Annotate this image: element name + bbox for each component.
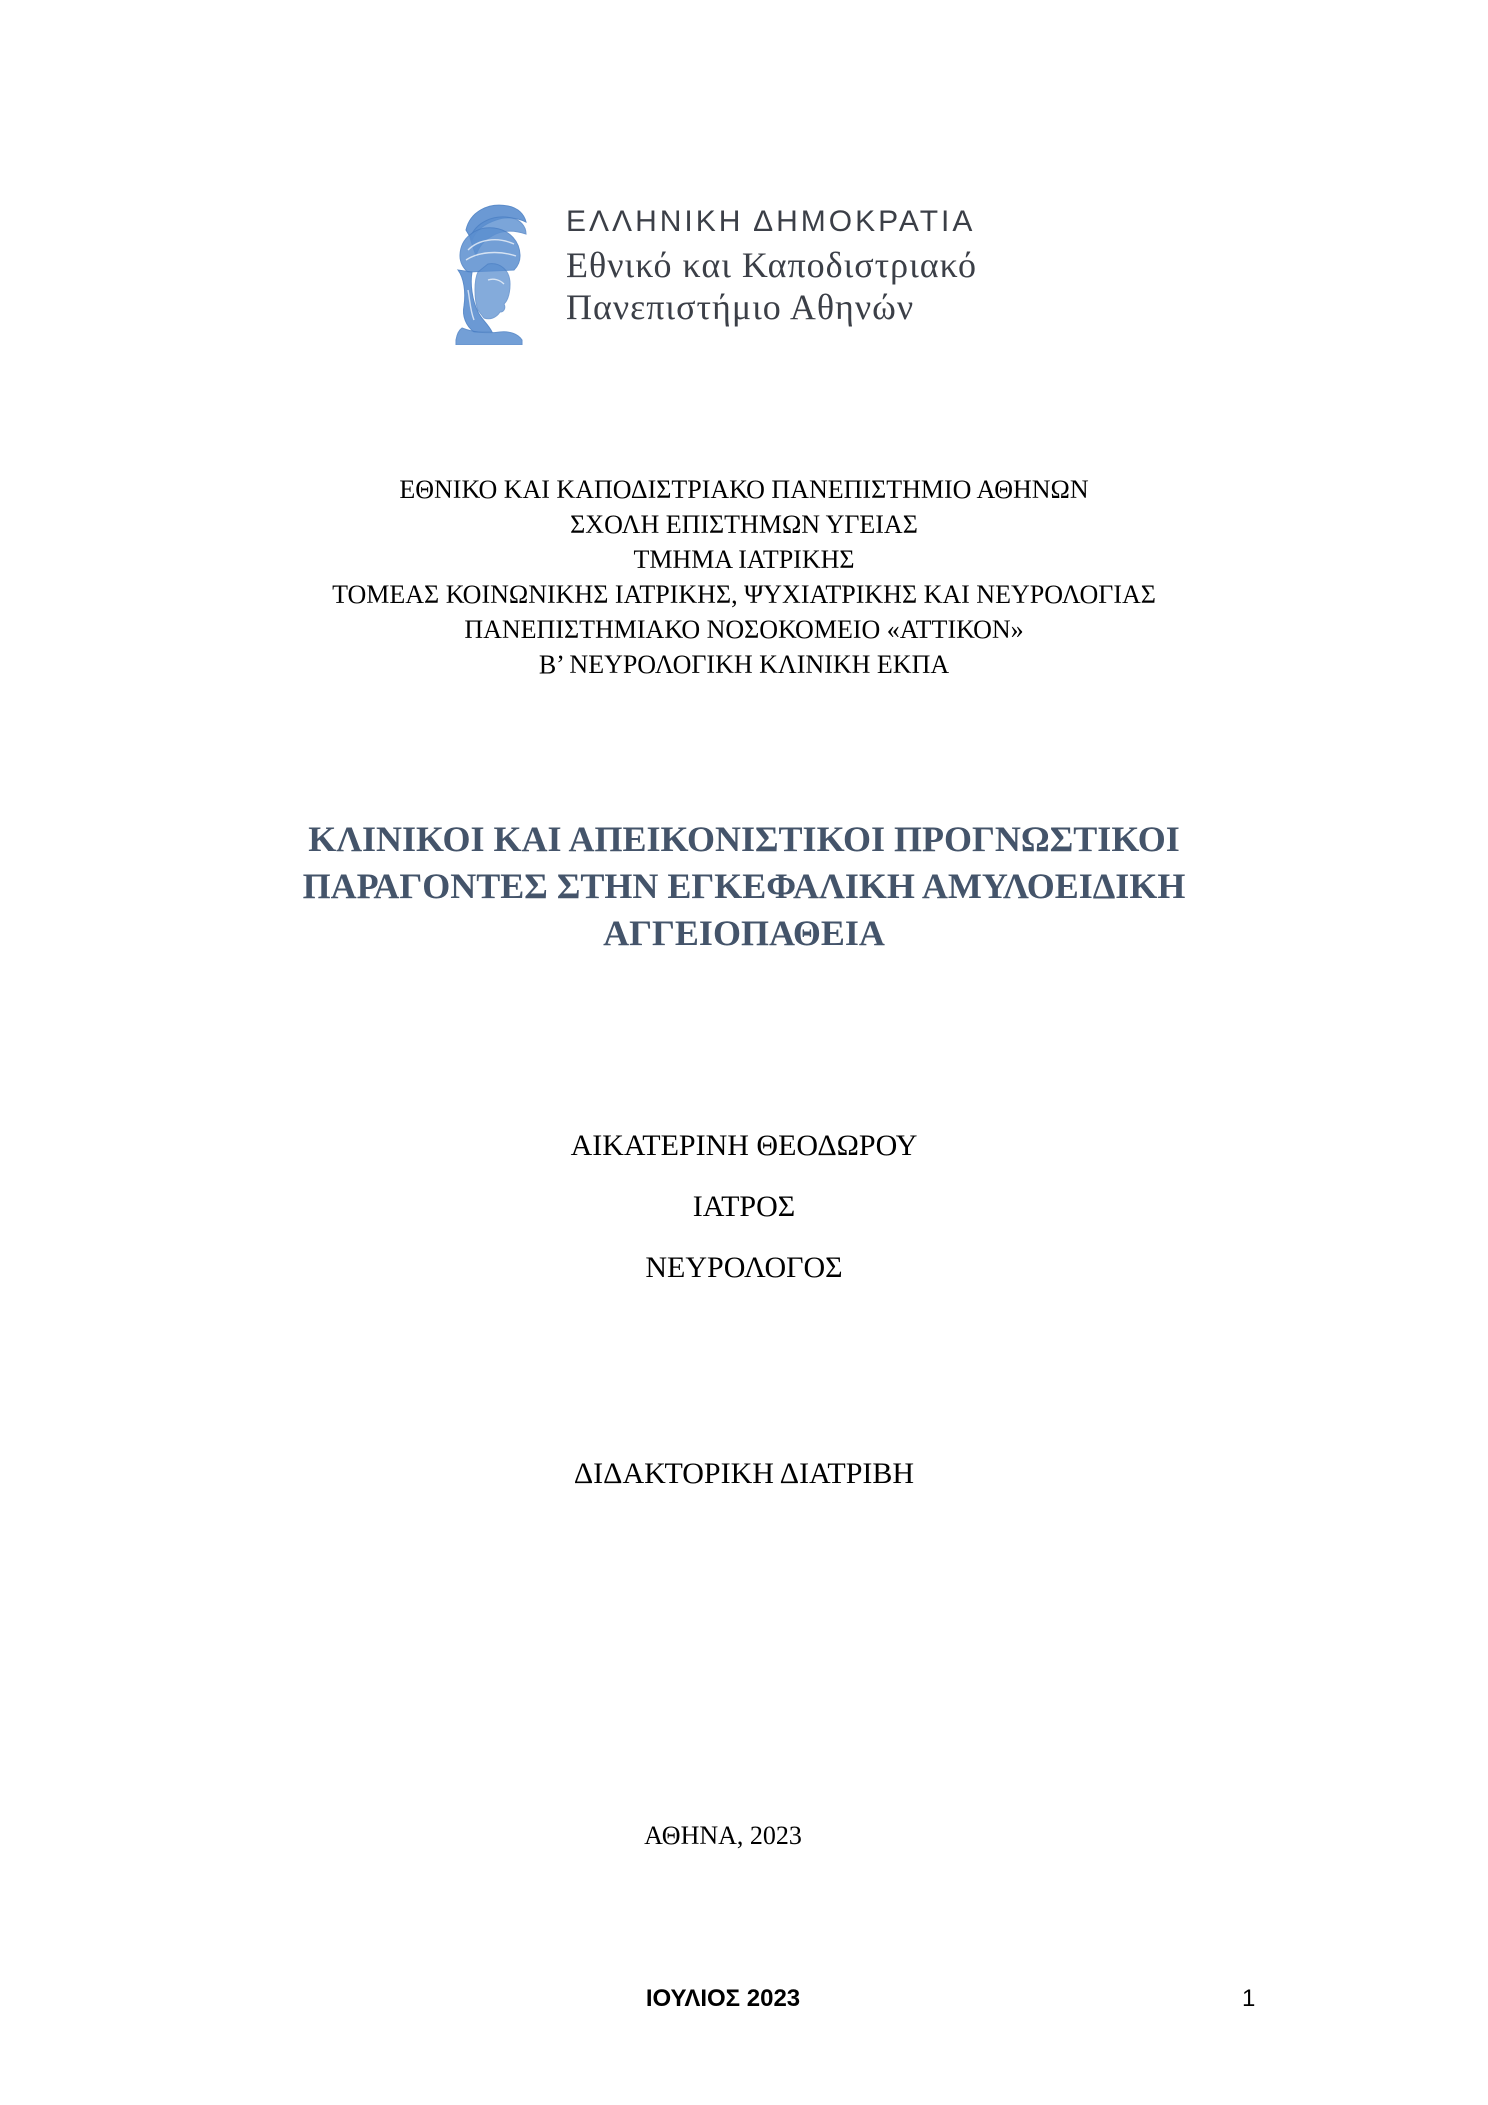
- institution-hospital: ΠΑΝΕΠΙΣΤΗΜΙΑΚΟ ΝΟΣΟΚΟΜΕΙΟ «ΑΤΤΙΚΟΝ»: [464, 615, 1024, 644]
- author-block: [0, 1128, 1488, 1311]
- thesis-type: ΔΙΔΑΚΤΟΡΙΚΗ ΔΙΑΤΡΙΒΗ: [573, 1457, 915, 1490]
- athena-head-emblem-icon: [448, 200, 530, 345]
- institution-school: ΣΧΟΛΗ ΕΠΙΣΤΗΜΩΝ ΥΓΕΙΑΣ: [570, 510, 918, 539]
- author-name: ΑΙΚΑΤΕΡΙΝΗ ΘΕΟΔΩΡΟΥ: [570, 1129, 918, 1162]
- page-number: 1: [1242, 1985, 1256, 2012]
- institution-university: ΕΘΝΙΚΟ ΚΑΙ ΚΑΠΟΔΙΣΤΡΙΑΚΟ ΠΑΝΕΠΙΣΤΗΜΙΟ ΑΘΗΝΩΝ: [399, 475, 1089, 504]
- title-line-3: ΑΓΓΕΙΟΠΑΘΕΙΑ: [603, 913, 885, 953]
- footer-date: ΙΟΥΛΙΟΣ 2023: [645, 1985, 801, 2012]
- institution-department: ΤΜΗΜΑ ΙΑΤΡΙΚΗΣ: [633, 545, 855, 574]
- title-line-2: ΠΑΡΑΓΟΝΤΕΣ ΣΤΗΝ ΕΓΚΕΦΑΛΙΚΗ ΑΜΥΛΟΕΙΔΙΚΗ: [302, 866, 1186, 906]
- title-line-1: ΚΛΙΝΙΚΟΙ ΚΑΙ ΑΠΕΙΚΟΝΙΣΤΙΚΟΙ ΠΡΟΓΝΩΣΤΙΚΟΙ: [308, 819, 1180, 859]
- logo-country: ΕΛΛΗΝΙΚΗ ΔΗΜΟΚΡΑΤΙΑ: [566, 205, 976, 238]
- university-logo: [448, 200, 1068, 345]
- logo-text: [566, 204, 1066, 328]
- institution-sector: ΤΟΜΕΑΣ ΚΟΙΝΩΝΙΚΗΣ ΙΑΤΡΙΚΗΣ, ΨΥΧΙΑΤΡΙΚΗΣ ΚΑΙ ΝΕΥΡΟΛΟΓΙΑΣ: [332, 580, 1156, 609]
- author-profession: ΙΑΤΡΟΣ: [692, 1190, 796, 1223]
- institution-clinic: Β’ ΝΕΥΡΟΛΟΓΙΚΗ ΚΛΙΝΙΚΗ ΕΚΠΑ: [538, 650, 950, 679]
- logo-university-line1: Εθνικό και Καποδιστριακό: [566, 245, 977, 285]
- author-specialty: ΝΕΥΡΟΛΟΓΟΣ: [645, 1251, 843, 1284]
- thesis-title: [0, 816, 1488, 957]
- institution-block: [0, 472, 1488, 682]
- logo-university-line2: Πανεπιστήμιο Αθηνών: [566, 287, 915, 327]
- place-date: ΑΘΗΝΑ, 2023: [644, 1821, 802, 1850]
